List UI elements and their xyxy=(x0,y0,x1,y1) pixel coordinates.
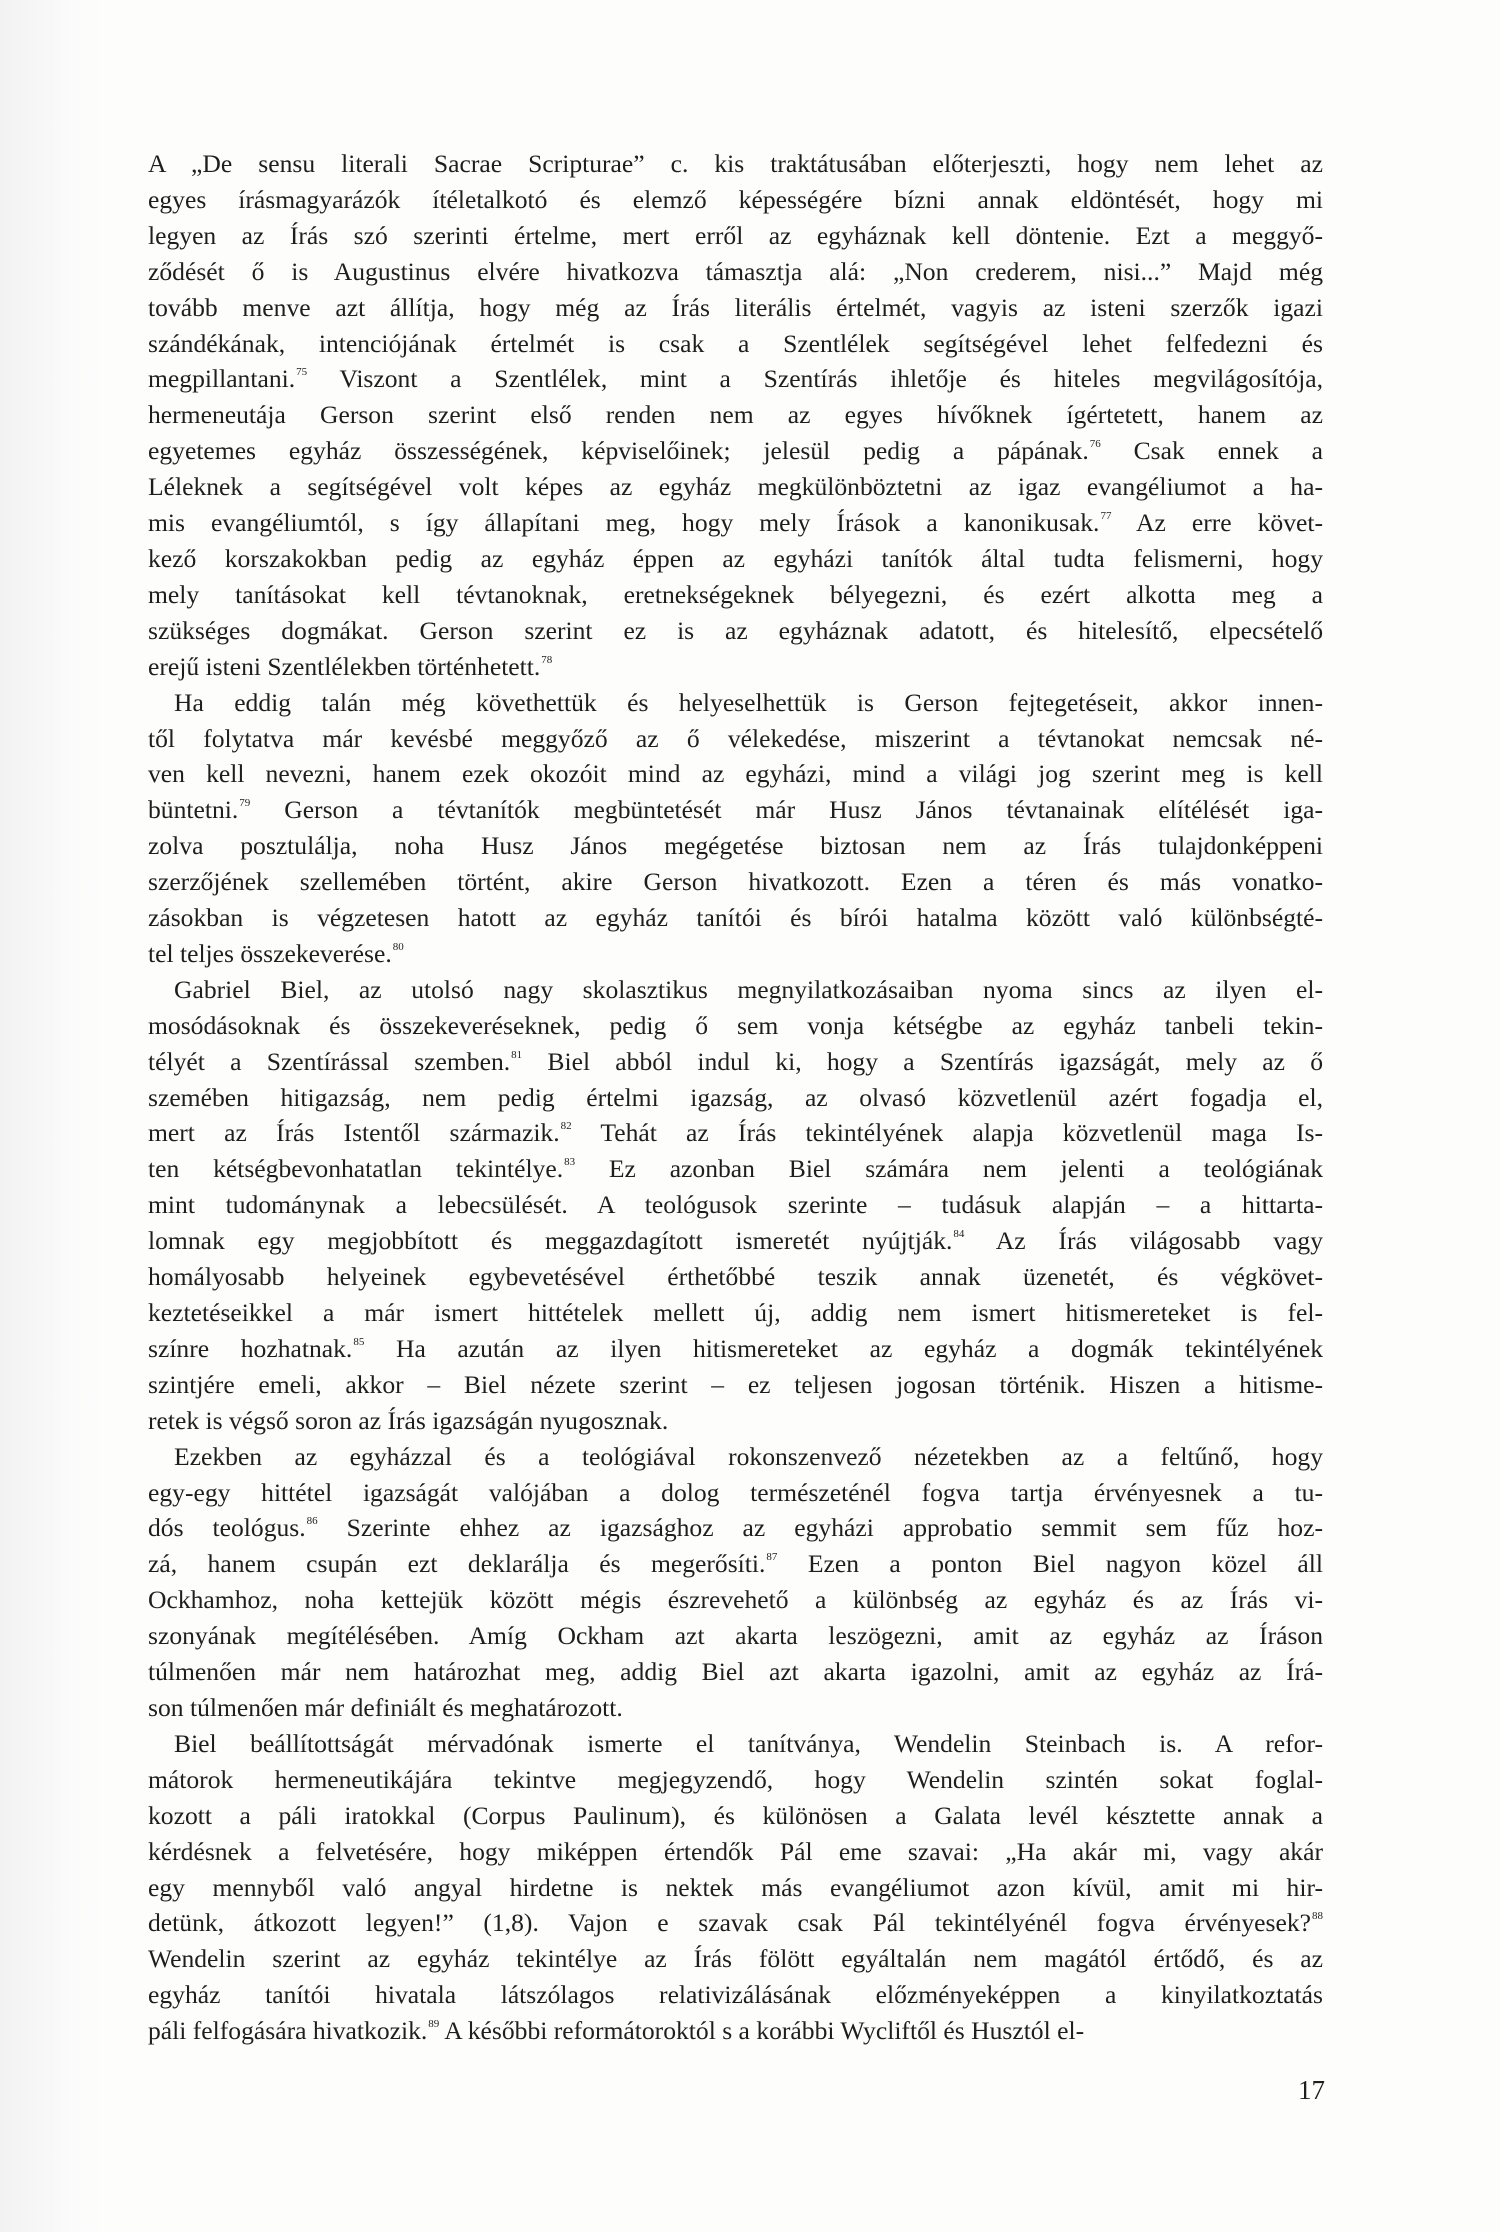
page-number: 17 xyxy=(1298,2075,1325,2105)
text-line: mely tanításokat kell tévtanoknak, eretnekségeknek bélyegezni, és ezért alkotta meg a xyxy=(148,579,1323,609)
paragraph xyxy=(148,1726,1323,2049)
text-line: detünk, átkozott legyen!” (1,8). Vajon e szavak csak Pál tekintélyénél fogva érvényesek?$^{88}$ xyxy=(148,1908,1323,1938)
footnote-marker: 86 xyxy=(306,1515,318,1528)
text-line: ven kell nevezni, hanem ezek okozóit mind az egyházi, mind a világi jog szerint meg is kell xyxy=(148,759,1323,789)
text-line: szemében hitigazság, nem pedig értelmi igazság, az olvasó közvetlenül azért fogadja el, xyxy=(148,1082,1323,1112)
text-line: kozott a páli iratokkal (Corpus Paulinum), és különösen a Galata levél késztette annak a xyxy=(148,1800,1323,1830)
text-line: kérdésnek a felvetésére, hogy miképpen értendők Pál eme szavai: „Ha akár mi, vagy akár xyxy=(148,1836,1323,1866)
text-line: mis evangéliumtól, s így állapítani meg, hogy mely Írások a kanonikusak.$^{77}$ Az erre követ- xyxy=(148,508,1324,538)
footnote-marker: 75 xyxy=(296,366,308,379)
paragraph xyxy=(148,972,1323,1439)
text-line: zá, hanem csupán ezt deklarálja és megerősíti.$^{87}$ Ezen a ponton Biel nagyon közel áll xyxy=(148,1549,1323,1579)
text-line: megpillantani.$^{75}$ Viszont a Szentlélek, mint a Szentírás ihletője és hiteles megvilágosítója, xyxy=(148,364,1323,394)
text-line: son túlmenően már definiált és meghatározott. xyxy=(148,1692,623,1722)
body-text xyxy=(148,146,1323,2049)
text-line: dós teológus.$^{86}$ Szerinte ehhez az igazsághoz az egyházi approbatio semmit sem fűz hoz- xyxy=(148,1513,1323,1543)
text-line: hermeneutája Gerson szerint első renden nem az egyes hívőknek ígértetett, hanem az xyxy=(148,400,1323,430)
text-line: legyen az Írás szó szerinti értelme, mert erről az egyháznak kell döntenie. Ezt a meggyő- xyxy=(148,220,1323,250)
text-line: Léleknek a segítségével volt képes az egyház megkülönböztetni az igaz evangéliumot a ha- xyxy=(148,472,1323,502)
text-line: Ezekben az egyházzal és a teológiával rokonszenvező nézetekben az a feltűnő, hogy xyxy=(174,1441,1323,1471)
paragraph xyxy=(148,1439,1323,1726)
text-line: mert az Írás Istentől származik.$^{82}$ Tehát az Írás tekintélyének alapja közvetlenül maga Is- xyxy=(148,1118,1324,1148)
text-line: Gabriel Biel, az utolsó nagy skolasztikus megnyilatkozásaiban nyoma sincs az ilyen el- xyxy=(174,974,1323,1004)
footnote-marker: 77 xyxy=(1100,510,1112,523)
text-line: egyetemes egyház összességének, képviselőinek; jelesül pedig a pápának.$^{76}$ Csak ennek a xyxy=(148,436,1323,466)
text-line: Wendelin szerint az egyház tekintélye az Írás fölött egyáltalán nem magától értődő, és az xyxy=(148,1944,1323,1974)
footnote-marker: 83 xyxy=(564,1156,576,1169)
text-line: ten kétségbevonhatatlan tekintélye.$^{83}$ Ez azonban Biel számára nem jelenti a teológiának xyxy=(148,1154,1323,1184)
text-line: Biel beállítottságát mérvadónak ismerte el tanítványa, Wendelin Steinbach is. A refor- xyxy=(174,1728,1323,1758)
text-line: keztetéseikkel a már ismert hittételek mellett új, addig nem ismert hitismereteket is fel- xyxy=(148,1298,1323,1327)
footnote-marker: 87 xyxy=(766,1551,778,1564)
text-line: páli felfogására hivatkozik.$^{89}$ A későbbi reformátoroktól s a korábbi Wycliftől és Husztól el- xyxy=(148,2016,1085,2046)
text-line: zolva posztulálja, noha Husz János megégetése biztosan nem az Írás tulajdonképpeni xyxy=(148,831,1323,861)
paragraph xyxy=(148,685,1323,972)
text-line: túlmenően már nem határozhat meg, addig Biel azt akarta igazolni, amit az egyház az Írá- xyxy=(148,1657,1323,1687)
text-line: szükséges dogmákat. Gerson szerint ez is az egyháznak adatott, és hitelesítő, elpecsételő xyxy=(148,615,1323,645)
footnote-marker: 80 xyxy=(392,940,404,953)
text-line: egy mennyből való angyal hirdetne is nektek más evangéliumot azon kívül, amit mi hir- xyxy=(148,1872,1323,1902)
paragraph xyxy=(148,146,1323,685)
text-line: tel teljes összekeverése.$^{80}$ xyxy=(148,938,404,968)
text-line: szonyának megítélésében. Amíg Ockham azt akarta leszögezni, amit az egyház az Íráson xyxy=(148,1621,1323,1651)
text-line: télyét a Szentírással szemben.$^{81}$ Biel abból indul ki, hogy a Szentírás igazságát, mely az ő xyxy=(148,1046,1324,1076)
text-line: A „De sensu literali Sacrae Scripturae” c. kis traktátusában előterjeszti, hogy nem lehet az xyxy=(148,149,1323,178)
text-line: homályosabb helyeinek egybevetésével érthetőbbé teszik annak üzenetét, és végkövet- xyxy=(148,1262,1323,1292)
text-line: szerzőjének szellemében történt, akire Gerson hivatkozott. Ezen a téren és más vonatko- xyxy=(148,867,1323,897)
text-line: egyház tanítói hivatala látszólagos relativizálásának előzményeképpen a kinyilatkoztatás xyxy=(148,1980,1323,2010)
text-line: tovább menve azt állítja, hogy még az Írás literális értelmét, vagyis az isteni szerzők igazi xyxy=(148,292,1323,322)
footnote-marker: 78 xyxy=(541,653,553,666)
text-line: mátorok hermeneutikájára tekintve megjegyzendő, hogy Wendelin szintén sokat foglal- xyxy=(148,1764,1323,1794)
text-line: mint tudománynak a lebecsülését. A teológusok szerinte – tudásuk alapján – a hittarta- xyxy=(148,1190,1323,1220)
footnote-marker: 84 xyxy=(953,1228,965,1241)
text-line: szándékának, intenciójának értelmét is csak a Szentlélek segítségével lehet felfedezni és xyxy=(148,328,1323,358)
footnote-marker: 82 xyxy=(560,1120,572,1133)
scan-edge-shadow xyxy=(0,0,104,2232)
footnote-marker: 76 xyxy=(1089,438,1101,451)
text-line: lomnak egy megjobbított és meggazdagított ismeretét nyújtják.$^{84}$ Az Írás világosabb vagy xyxy=(148,1226,1323,1256)
text-line: től folytatva már kevésbé meggyőző az ő vélekedése, miszerint a tévtanokat nemcsak né- xyxy=(148,723,1323,753)
text-line: egy-egy hittétel igazságát valójában a dolog természeténél fogva tartja érvényesnek a tu- xyxy=(148,1477,1323,1507)
text-line: Ockhamhoz, noha kettejük között mégis észrevehető a különbség az egyház és az Írás vi- xyxy=(148,1585,1323,1615)
footnote-marker: 79 xyxy=(239,797,251,810)
text-line: szintjére emeli, akkor – Biel nézete szerint – ez teljesen jogosan történik. Hiszen a hitisme- xyxy=(148,1369,1323,1399)
text-line: erejű isteni Szentlélekben történhetett.$^{78}$ xyxy=(148,651,553,681)
text-line: retek is végső soron az Írás igazságán nyugosznak. xyxy=(148,1405,669,1435)
footnote-marker: 85 xyxy=(353,1335,365,1348)
text-line: büntetni.$^{79}$ Gerson a tévtanítók megbüntetését már Husz János tévtanainak elítélését iga- xyxy=(148,795,1323,825)
text-line: Ha eddig talán még követhettük és helyeselhettük is Gerson fejtegetéseit, akkor innen- xyxy=(174,687,1323,717)
footnote-marker: 81 xyxy=(511,1048,523,1061)
text-line: egyes írásmagyarázók ítéletalkotó és elemző képességére bízni annak eldöntését, hogy mi xyxy=(148,184,1323,214)
text-line: mosódásoknak és összekeveréseknek, pedig ő sem vonja kétségbe az egyház tanbeli tekin- xyxy=(148,1010,1323,1040)
text-line: zásokban is végzetesen hatott az egyház tanítói és bírói hatalma között való különbségté- xyxy=(148,903,1323,933)
footnote-marker: 89 xyxy=(428,2018,440,2031)
text-line: kező korszakokban pedig az egyház éppen az egyházi tanítók által tudta felismerni, hogy xyxy=(148,543,1323,573)
text-line: ződését ő is Augustinus elvére hivatkozva támasztja alá: „Non crederem, nisi...” Majd még xyxy=(148,256,1323,286)
text-line: színre hozhatnak.$^{85}$ Ha azután az ilyen hitismereteket az egyház a dogmák tekintélyének xyxy=(148,1333,1323,1363)
footnote-marker: 88 xyxy=(1312,1910,1323,1923)
